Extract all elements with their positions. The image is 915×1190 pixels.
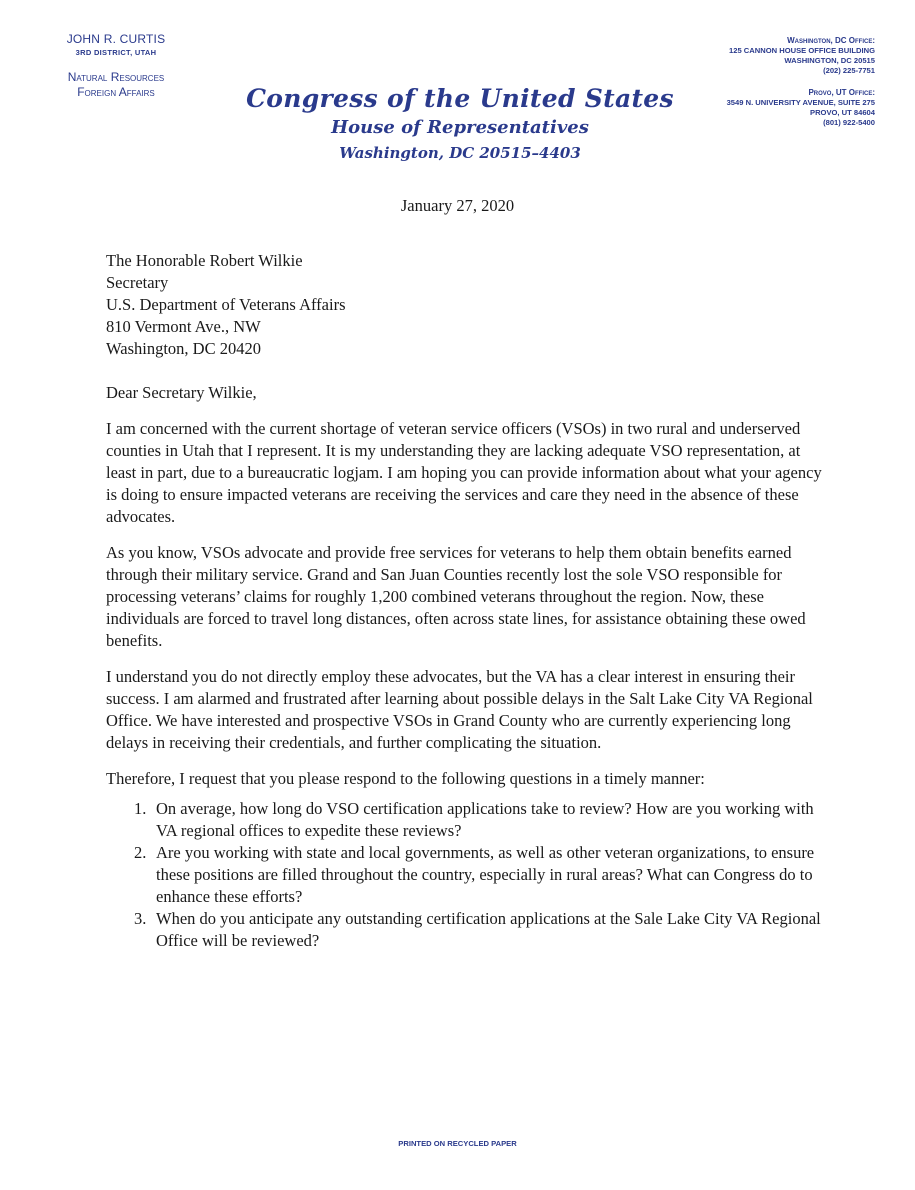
recipient-line: U.S. Department of Veterans Affairs (106, 295, 346, 314)
recycled-paper-note: PRINTED ON RECYCLED PAPER (398, 1139, 517, 1148)
recipient-line: 810 Vermont Ave., NW (106, 317, 261, 336)
paragraph: Therefore, I request that you please respond to the following questions in a timely manner: (106, 769, 705, 788)
letter-body (106, 250, 826, 952)
question-item (106, 842, 826, 908)
letterhead-address: Washington, DC 20515–4403 (339, 144, 581, 162)
provo-office-phone: (801) 922-5400 (823, 118, 875, 127)
question-text: On average, how long do VSO certification applications take to review? How are you working with VA regional offices to expedite these reviews? (156, 799, 814, 840)
dc-office-phone: (202) 225-7751 (823, 66, 875, 75)
committee-item: Natural Resources (67, 70, 165, 84)
salutation: Dear Secretary Wilkie, (106, 383, 257, 402)
dc-office-line: 125 CANNON HOUSE OFFICE BUILDING (729, 46, 875, 55)
letterhead-house: House of Representatives (331, 117, 589, 138)
letter-date: January 27, 2020 (400, 196, 515, 215)
committee-item: Foreign Affairs (77, 85, 155, 99)
question-text: Are you working with state and local governments, as well as other veteran organizations, to ensure these positions are filled throughout the country, especially in rural areas? What can Congress do to enhance these efforts? (156, 843, 815, 906)
recipient-line: Secretary (106, 273, 169, 292)
member-info (0, 32, 232, 100)
dc-office (635, 36, 875, 76)
member-district: 3RD DISTRICT, UTAH (75, 48, 157, 57)
question-list (106, 798, 826, 952)
paragraph: I am concerned with the current shortage of veteran service officers (VSOs) in two rural and underserved counties in Utah that I represent. It is my understanding they are lacking adequate VSO representation, at least in part, due to a bureaucratic logjam. I am hoping you can provide information about what your agency is doing to ensure impacted veterans are receiving the services and care they need in the absence of these advocates. (106, 419, 822, 526)
question-number: 1. (134, 799, 147, 818)
letterhead (200, 84, 720, 162)
committee-list (0, 70, 232, 100)
question-number: 2. (134, 843, 147, 862)
letterhead-congress: Congress of the United States (246, 84, 674, 113)
dc-office-line: WASHINGTON, DC 20515 (784, 56, 875, 65)
recipient-line: Washington, DC 20420 (106, 339, 261, 358)
provo-office-line: PROVO, UT 84604 (810, 108, 875, 117)
paragraph: I understand you do not directly employ these advocates, but the VA has a clear interest in ensuring their success. I am alarmed and frustrated after learning about possible delays in the Salt Lake City VA Regional Office. We have interested and prospective VSOs in Grand County who are currently experiencing long delays in receiving their credentials, and further complicating the situation. (106, 667, 813, 752)
paragraph: As you know, VSOs advocate and provide free services for veterans to help them obtain benefits earned through their military service. Grand and San Juan Counties recently lost the sole VSO responsible for processing veterans’ claims for roughly 1,200 combined veterans throughout the region. Now, these individuals are forced to travel long distances, often across state lines, for assistance obtaining these owed benefits. (106, 543, 806, 650)
member-name: JOHN R. CURTIS (66, 32, 166, 46)
question-item (106, 798, 826, 842)
recipient-line: The Honorable Robert Wilkie (106, 251, 303, 270)
question-number: 3. (134, 909, 147, 928)
dc-office-label: Washington, DC Office: (787, 36, 875, 45)
provo-office-label: Provo, UT Office: (808, 88, 875, 97)
question-text: When do you anticipate any outstanding certification applications at the Sale Lake City VA Regional Office will be reviewed? (156, 909, 821, 950)
recipient-address (106, 250, 826, 360)
provo-office-line: 3549 N. UNIVERSITY AVENUE, SUITE 275 (726, 98, 875, 107)
question-item (106, 908, 826, 952)
